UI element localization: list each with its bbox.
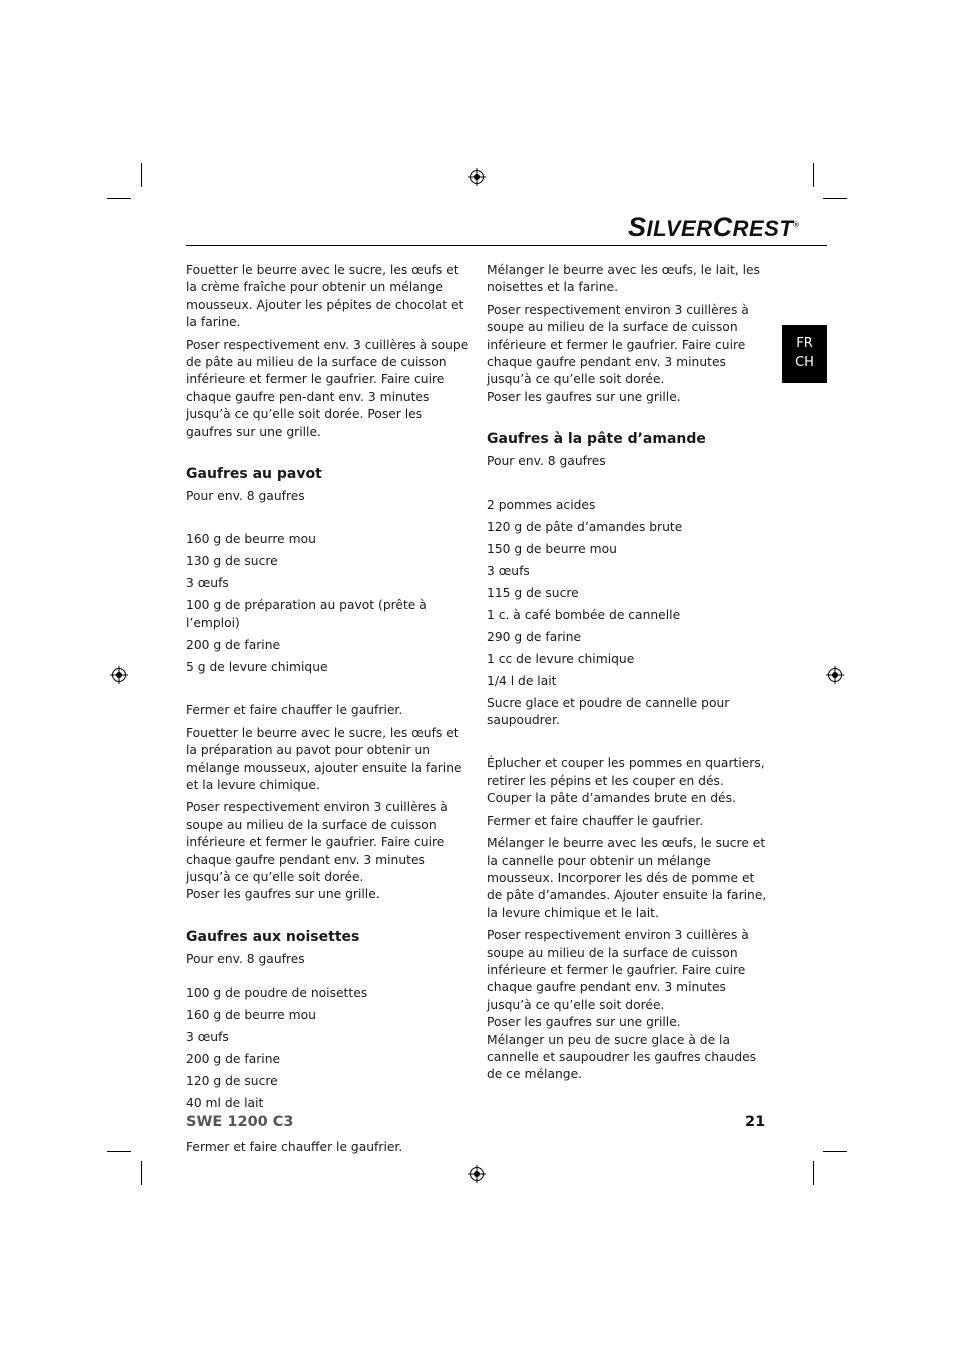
recipe-title-amande: Gaufres à la pâte d’amande bbox=[487, 431, 706, 448]
page-number: 21 bbox=[745, 1114, 766, 1130]
recipe-yield: Pour env. 8 gaufres bbox=[487, 454, 606, 469]
recipe-step: Poser respectivement environ 3 cuillères à soupe au milieu de la surface de cuisson inférieure et fermer le gaufrier. Faire cuire chaque gaufre pendant env. 3 minutes jusqu’à ce qu’elle soit dorée. bbox=[487, 928, 749, 1012]
recipe-yield: Pour env. 8 gaufres bbox=[186, 489, 305, 504]
left-column bbox=[186, 262, 471, 1161]
recipe-step: Fermer et faire chauffer le gaufrier. bbox=[186, 703, 403, 718]
ingredient-item: 200 g de farine bbox=[186, 637, 281, 652]
recipe-step: Fermer et faire chauffer le gaufrier. bbox=[487, 813, 704, 828]
crop-mark bbox=[107, 1151, 131, 1152]
registration-mark-icon bbox=[110, 666, 128, 684]
crop-mark bbox=[813, 163, 814, 187]
ingredient-item: Sucre glace et poudre de cannelle pour saupoudrer. bbox=[487, 695, 730, 728]
intro-paragraph: Poser respectivement env. 3 cuillères à soupe de pâte au milieu de la surface de cuisson inférieure et fermer le gaufrier. Faire cuire chaque gaufre pen-dant env. 3 minutes jusqu’à ce qu’elle soit dorée. Poser les gaufres sur une grille. bbox=[186, 337, 469, 439]
ingredient-item: 160 g de beurre mou bbox=[186, 1008, 316, 1023]
ingredient-item: 115 g de sucre bbox=[487, 585, 579, 600]
ingredient-list bbox=[487, 497, 772, 730]
ingredient-item: 290 g de farine bbox=[487, 629, 582, 644]
model-number: SWE 1200 C3 bbox=[186, 1114, 294, 1130]
recipe-step: Fermer et faire chauffer le gaufrier. bbox=[186, 1139, 403, 1154]
ingredient-item: 3 œufs bbox=[186, 1030, 229, 1045]
crop-mark bbox=[813, 1161, 814, 1185]
recipe-step: Mélanger le beurre avec les œufs, le lait, les noisettes et la farine. bbox=[487, 263, 760, 295]
ingredient-item: 100 g de poudre de noisettes bbox=[186, 986, 368, 1001]
brand-logo: SILVERCREST® bbox=[628, 212, 800, 242]
ingredient-item: 40 ml de lait bbox=[186, 1096, 264, 1111]
ingredient-item: 1 c. à café bombée de cannelle bbox=[487, 607, 681, 622]
crop-mark bbox=[141, 163, 142, 187]
crop-mark bbox=[823, 198, 847, 199]
recipe-step: Poser les gaufres sur une grille. bbox=[487, 389, 681, 404]
ingredient-item: 2 pommes acides bbox=[487, 497, 596, 512]
recipe-step: Fouetter le beurre avec le sucre, les œufs et la préparation au pavot pour obtenir un mélange mousseux, ajouter ensuite la farine et la levure chimique. bbox=[186, 725, 462, 792]
right-column bbox=[487, 262, 772, 1089]
recipe-step: Poser les gaufres sur une grille. bbox=[487, 1015, 681, 1030]
ingredient-item: 5 g de levure chimique bbox=[186, 659, 328, 674]
ingredient-item: 120 g de pâte d’amandes brute bbox=[487, 519, 683, 534]
ingredient-item: 150 g de beurre mou bbox=[487, 541, 617, 556]
language-tab-line2: CH bbox=[795, 355, 814, 370]
registration-mark-icon bbox=[468, 168, 486, 186]
ingredient-item: 1 cc de levure chimique bbox=[487, 651, 635, 666]
recipe-step: Mélanger un peu de sucre glace à de la cannelle et saupoudrer les gaufres chaudes de ce mélange. bbox=[487, 1032, 757, 1082]
crop-mark bbox=[141, 1161, 142, 1185]
header-rule bbox=[186, 245, 827, 246]
language-tab-line1: FR bbox=[796, 336, 813, 351]
recipe-step: Poser respectivement environ 3 cuillères à soupe au milieu de la surface de cuisson inférieure et fermer le gaufrier. Faire cuire chaque gaufre pendant env. 3 minutes jusqu’à ce qu’elle soit dorée. bbox=[186, 800, 448, 884]
recipe-step: Mélanger le beurre avec les œufs, le sucre et la cannelle pour obtenir un mélange mousseux. Incorporer les dés de pomme et de pâte d’amandes. Ajouter ensuite la farine, la levure chimique et le lait. bbox=[487, 836, 767, 920]
registration-mark-icon bbox=[826, 666, 844, 684]
recipe-yield: Pour env. 8 gaufres bbox=[186, 951, 305, 966]
ingredient-item: 130 g de sucre bbox=[186, 554, 278, 569]
recipe-title-noisettes: Gaufres aux noisettes bbox=[186, 928, 360, 945]
language-tab bbox=[782, 325, 827, 383]
recipe-title-pavot: Gaufres au pavot bbox=[186, 466, 322, 483]
recipe-step: Éplucher et couper les pommes en quartiers, retirer les pépins et les couper en dés. Couper la pâte d’amandes brute en dés. bbox=[487, 756, 765, 806]
ingredient-item: 3 œufs bbox=[487, 563, 530, 578]
ingredient-item: 3 œufs bbox=[186, 576, 229, 591]
crop-mark bbox=[823, 1151, 847, 1152]
ingredient-list bbox=[186, 985, 471, 1112]
ingredient-item: 200 g de farine bbox=[186, 1052, 281, 1067]
ingredient-item: 160 g de beurre mou bbox=[186, 532, 316, 547]
intro-paragraph: Fouetter le beurre avec le sucre, les œufs et la crème fraîche pour obtenir un mélange mousseux. Ajouter les pépites de chocolat et la farine. bbox=[186, 263, 464, 330]
recipe-step: Poser les gaufres sur une grille. bbox=[186, 887, 380, 902]
ingredient-item: 1/4 l de lait bbox=[487, 673, 557, 688]
recipe-step: Poser respectivement environ 3 cuillères à soupe au milieu de la surface de cuisson inférieure et fermer le gaufrier. Faire cuire chaque gaufre pendant env. 3 minutes jusqu’à ce qu’elle soit dorée. bbox=[487, 302, 749, 387]
ingredient-list bbox=[186, 531, 471, 676]
ingredient-item: 100 g de préparation au pavot (prête à l’emploi) bbox=[186, 598, 427, 630]
crop-mark bbox=[107, 198, 131, 199]
ingredient-item: 120 g de sucre bbox=[186, 1074, 278, 1089]
registration-mark-icon bbox=[468, 1165, 486, 1183]
